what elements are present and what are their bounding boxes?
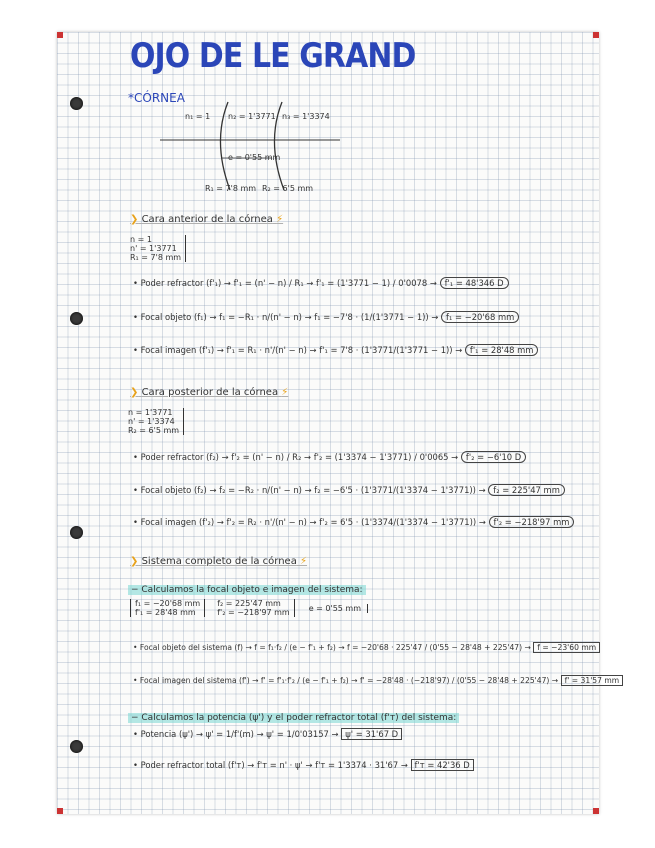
section-heading-anterior [130,214,283,225]
diagram-n1: n₁ = 1 [185,112,211,121]
result-box: f'₁ = 28'48 mm [465,344,539,356]
formula-label: • Focal imagen del sistema (f') → [133,676,259,685]
formula-label: • Focal objeto del sistema (f) → [133,643,252,652]
diagram-thickness: e = 0'55 mm [228,153,281,162]
section-heading-system [130,556,307,567]
formula-line [133,676,623,685]
star-icon: ⚡ [281,387,289,398]
star-icon: ⚡ [276,214,284,225]
formula-label: • Poder refractor total (f'ᴛ) → [133,760,255,770]
diagram-r2: R₂ = 6'5 mm [262,184,314,193]
highlighted-text: − Calculamos la focal objeto e imagen del sistema: [128,585,366,595]
result-box: f₁ = −20'68 mm [441,311,519,323]
formula-expr: ψ' = 1/f'(m) → ψ' = 1/0'03157 → [205,729,339,739]
star-icon: ❯ [130,387,139,398]
diagram-r1: R₁ = 7'8 mm [205,184,257,193]
formula-expr: f'₁ = (n' − n) / R₁ → f'₁ = (1'3771 − 1) / 0'0078 → [233,278,437,288]
star-icon: ❯ [130,214,139,225]
formula-expr: f'ᴛ = n' · ψ' → f'ᴛ = 1'3374 · 31'67 → [256,760,408,770]
formula-expr: f' = f'₁·f'₂ / (e − f'₁ + f₂) → f' = −28'48 · (−218'97) / (0'55 − 28'48 + 225'47) → [260,676,559,685]
formula-line [133,643,600,652]
heading-text: Cara posterior de la córnea [141,387,279,398]
highlight-note [128,705,459,724]
corner-mark [593,32,599,38]
var-line: n = 1 [130,235,152,244]
star-icon: ⚡ [300,556,308,567]
star-icon: ❯ [130,556,139,567]
formula-expr: f₂ = −R₂ · n/(n' − n) → f₂ = −6'5 · (1'3771/(1'3374 − 1'3771)) → [219,485,486,495]
cornea-label: *CÓRNEA [128,91,185,105]
formula-label: • Focal imagen (f'₁) → [133,345,224,355]
formula-line [133,760,474,770]
formula-line [133,345,538,355]
summary-value: f₁ = −20'68 mm [135,599,201,608]
var-line: n = 1'3771 [128,408,173,417]
formula-label: • Focal objeto (f₁) → [133,312,217,322]
binder-hole [70,526,83,539]
corner-mark [593,808,599,814]
formula-label: • Poder refractor (f₂) → [133,452,229,462]
var-line: n' = 1'3374 [128,417,175,426]
corner-mark [57,808,63,814]
formula-line [133,452,526,462]
corner-mark [57,32,63,38]
diagram-n3: n₃ = 1'3374 [282,112,330,121]
formula-line [133,312,519,322]
summary-value: f₂ = 225'47 mm [217,599,281,608]
formula-expr: f = f₁·f₂ / (e − f'₁ + f₂) → f = −20'68 · 225'47 / (0'55 − 28'48 + 225'47) → [254,643,531,652]
result-box: f'ᴛ = 42'36 D [411,759,474,771]
system-summary [130,599,368,617]
highlighted-text: − Calculamos la potencia (ψ') y el poder refractor total (f'ᴛ) del sistema: [128,713,459,723]
var-line: n' = 1'3771 [130,244,177,253]
result-box: f' = 31'57 mm [561,675,624,686]
result-box: f'₂ = −6'10 D [461,451,526,463]
result-box: ψ' = 31'67 D [341,728,402,740]
diagram-n2: n₂ = 1'3771 [228,112,276,121]
section-heading-posterior [130,387,288,398]
section2-vars [128,408,184,435]
result-box: f₂ = 225'47 mm [488,484,565,496]
formula-label: • Poder refractor (f'₁) → [133,278,231,288]
binder-hole [70,312,83,325]
formula-label: • Focal imagen (f'₂) → [133,517,224,527]
formula-label: • Potencia (ψ') → [133,729,203,739]
formula-line [133,517,574,527]
var-line: R₂ = 6'5 mm [128,426,180,435]
summary-value: f'₂ = −218'97 mm [217,608,290,617]
result-box: f'₂ = −218'97 mm [489,516,575,528]
page-title: OJO DE LE GRAND [130,36,416,76]
section1-vars [130,235,186,262]
summary-value: f'₁ = 28'48 mm [135,608,196,617]
heading-text: Cara anterior de la córnea [141,214,273,225]
result-box: f = −23'60 mm [533,642,600,653]
var-line: R₁ = 7'8 mm [130,253,182,262]
formula-line [133,278,509,288]
highlight-note [128,577,366,596]
formula-expr: f'₂ = (n' − n) / R₂ → f'₂ = (1'3374 − 1'3771) / 0'0065 → [231,452,459,462]
formula-expr: f'₂ = R₂ · n'/(n' − n) → f'₂ = 6'5 · (1'3374/(1'3374 − 1'3771)) → [226,517,486,527]
binder-hole [70,97,83,110]
formula-line [133,729,402,739]
formula-line [133,485,565,495]
heading-text: Sistema completo de la córnea [141,556,297,567]
result-box: f'₁ = 48'346 D [440,277,509,289]
summary-value: e = 0'55 mm [303,604,368,613]
binder-hole [70,740,83,753]
formula-expr: f₁ = −R₁ · n/(n' − n) → f₁ = −7'8 · (1/(1'3771 − 1)) → [219,312,439,322]
formula-label: • Focal objeto (f₂) → [133,485,217,495]
formula-expr: f'₁ = R₁ · n'/(n' − n) → f'₁ = 7'8 · (1'3771/(1'3771 − 1)) → [226,345,463,355]
